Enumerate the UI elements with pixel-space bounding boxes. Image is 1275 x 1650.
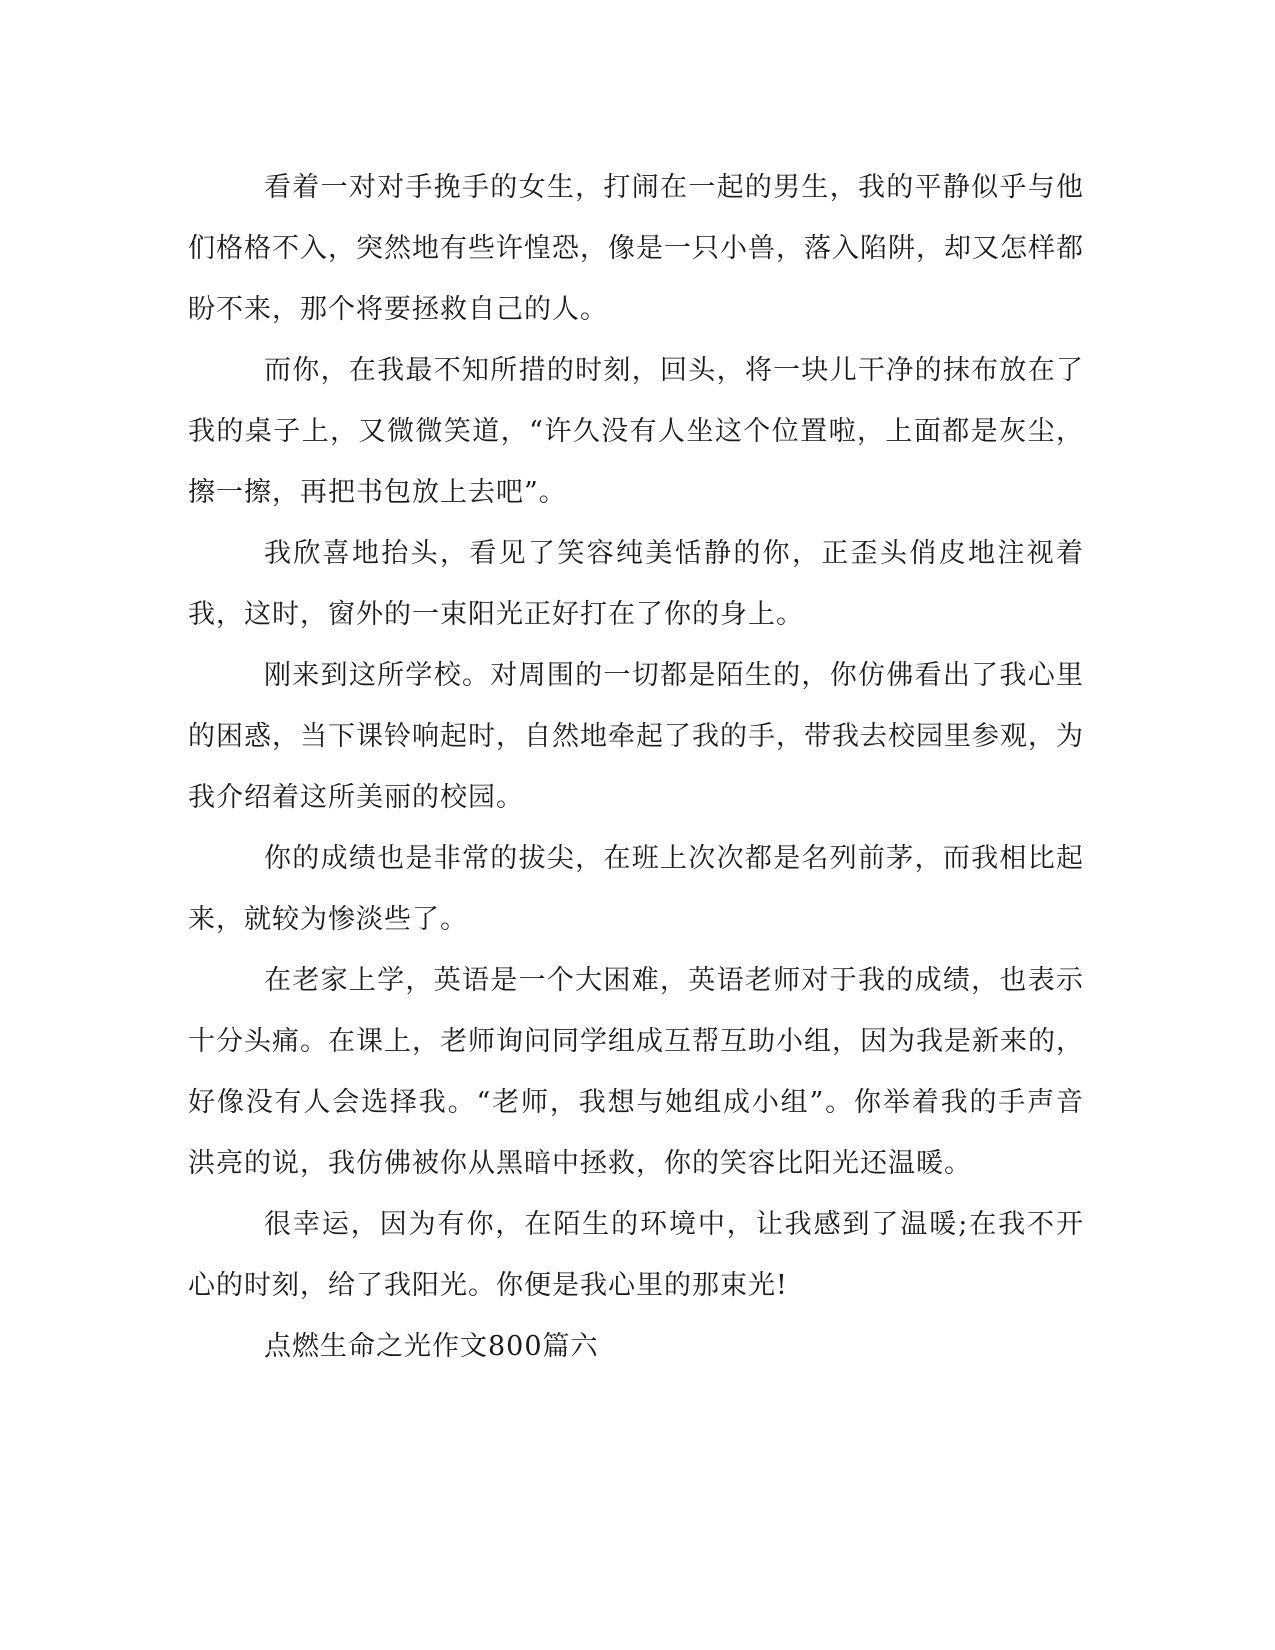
paragraph: 看着一对对手挽手的女生，打闹在一起的男生，我的平静似乎与他们格格不入，突然地有些许惶恐，像是一只小兽，落入陷阱，却又怎样都盼不来，那个将要拯救自己的人。 — [188, 172, 1084, 325]
paragraph: 我欣喜地抬头，看见了笑容纯美恬静的你，正歪头俏皮地注视着我，这时，窗外的一束阳光正好打在了你的身上。 — [188, 538, 1084, 630]
section-heading: 点燃生命之光作文800篇六 — [264, 1331, 599, 1362]
paragraph: 而你，在我最不知所措的时刻，回头，将一块儿干净的抹布放在了我的桌子上，又微微笑道，“许久没有人坐这个位置啦，上面都是灰尘，擦一擦，再把书包放上去吧”。 — [188, 355, 1084, 508]
paragraph: 在老家上学，英语是一个大困难，英语老师对于我的成绩，也表示十分头痛。在课上，老师询问同学组成互帮互助小组，因为我是新来的，好像没有人会选择我。“老师，我想与她组成小组”。你举着我的手声音洪亮的说，我仿佛被你从黑暗中拯救，你的笑容比阳光还温暖。 — [188, 965, 1084, 1179]
paragraph: 刚来到这所学校。对周围的一切都是陌生的，你仿佛看出了我心里的困惑，当下课铃响起时，自然地牵起了我的手，带我去校园里参观，为我介绍着这所美丽的校园。 — [188, 660, 1084, 813]
paragraph: 很幸运，因为有你，在陌生的环境中，让我感到了温暖;在我不开心的时刻，给了我阳光。你便是我心里的那束光! — [188, 1209, 1084, 1301]
document-body — [188, 157, 1084, 1377]
paragraph: 你的成绩也是非常的拔尖，在班上次次都是名列前茅，而我相比起来，就较为惨淡些了。 — [188, 843, 1084, 935]
